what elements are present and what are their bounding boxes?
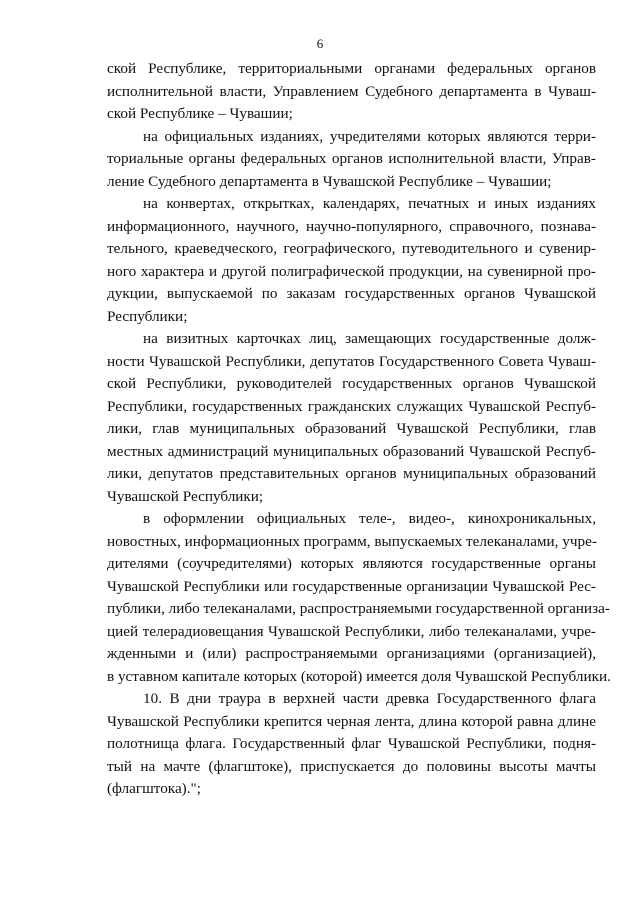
text-line: тельного, краеведческого, географического, путеводительного и сувенир-	[107, 240, 596, 257]
text-line: Чувашской Республики крепится черная лента, длина которой равна длине	[107, 712, 596, 730]
text-line: ного характера и другой полиграфической продукции, на сувенирной про-	[107, 262, 596, 280]
text-line: дителями (соучредителями) которых являются государственные органы	[107, 555, 596, 572]
text-line: ториальные органы федеральных органов исполнительной власти, Управ-	[107, 150, 596, 167]
text-line: ление Судебного департамента в Чувашской Республике – Чувашии;	[107, 172, 552, 190]
text-line: 10. В дни траура в верхней части древка Государственного флага	[143, 690, 596, 707]
text-line: на конвертах, открытках, календарях, печатных и иных изданиях	[143, 195, 596, 212]
document-body	[107, 58, 611, 801]
text-line: публики, либо телеканалами, распространяемыми государственной организа-	[107, 600, 610, 617]
text-line: Чувашской Республики;	[107, 487, 264, 505]
text-line: лики, депутатов представительных органов муниципальных образований	[107, 465, 596, 482]
text-line: исполнительной власти, Управлением Судебного департамента в Чуваш-	[107, 82, 596, 100]
text-line: лики, глав муниципальных образований Чувашской Республики, глав	[107, 420, 596, 437]
paragraph	[107, 126, 596, 194]
paragraph	[107, 688, 596, 801]
text-line: ской Республике, территориальными органами федеральных органов	[107, 60, 596, 77]
text-line: жденными и (или) распространяемыми организациями (организацией),	[107, 645, 596, 662]
paragraph	[107, 328, 596, 508]
page-number: 6	[316, 36, 324, 51]
text-line: цией телерадиовещания Чувашской Республики, либо телеканалами, учре-	[107, 622, 596, 640]
text-line: ности Чувашской Республики, депутатов Государственного Совета Чуваш-	[107, 352, 596, 370]
text-line: ской Республике – Чувашии;	[107, 105, 293, 122]
text-line: на визитных карточках лиц, замещающих государственные долж-	[143, 330, 596, 347]
text-line: (флагштока).";	[107, 780, 201, 797]
text-line: Республики, государственных гражданских служащих Чувашской Респуб-	[107, 397, 596, 415]
text-line: тый на мачте (флагштоке), приспускается до половины высоты мачты	[107, 757, 596, 775]
text-line: на официальных изданиях, учредителями которых являются терри-	[143, 127, 596, 145]
text-line: новостных, информационных программ, выпускаемых телеканалами, учре-	[107, 532, 597, 550]
text-line: полотнища флага. Государственный флаг Чувашской Республики, подня-	[107, 735, 596, 752]
text-line: Республики;	[107, 307, 188, 325]
text-line: информационного, научного, научно-популярного, справочного, познава-	[107, 217, 596, 235]
text-line: в оформлении официальных теле-, видео-, кинохроникальных,	[143, 510, 596, 527]
text-line: в уставном капитале которых (которой) имеется доля Чувашской Республики.	[107, 667, 611, 685]
text-line: ской Республики, руководителей государственных органов Чувашской	[107, 375, 596, 392]
text-line: дукции, выпускаемой по заказам государственных органов Чувашской	[107, 285, 596, 302]
paragraph	[107, 193, 596, 328]
text-line: местных администраций муниципальных образований Чувашской Респуб-	[107, 442, 596, 460]
paragraph	[107, 508, 611, 688]
text-line: Чувашской Республики или государственные организации Чувашской Рес-	[107, 577, 596, 595]
paragraph	[107, 58, 596, 126]
